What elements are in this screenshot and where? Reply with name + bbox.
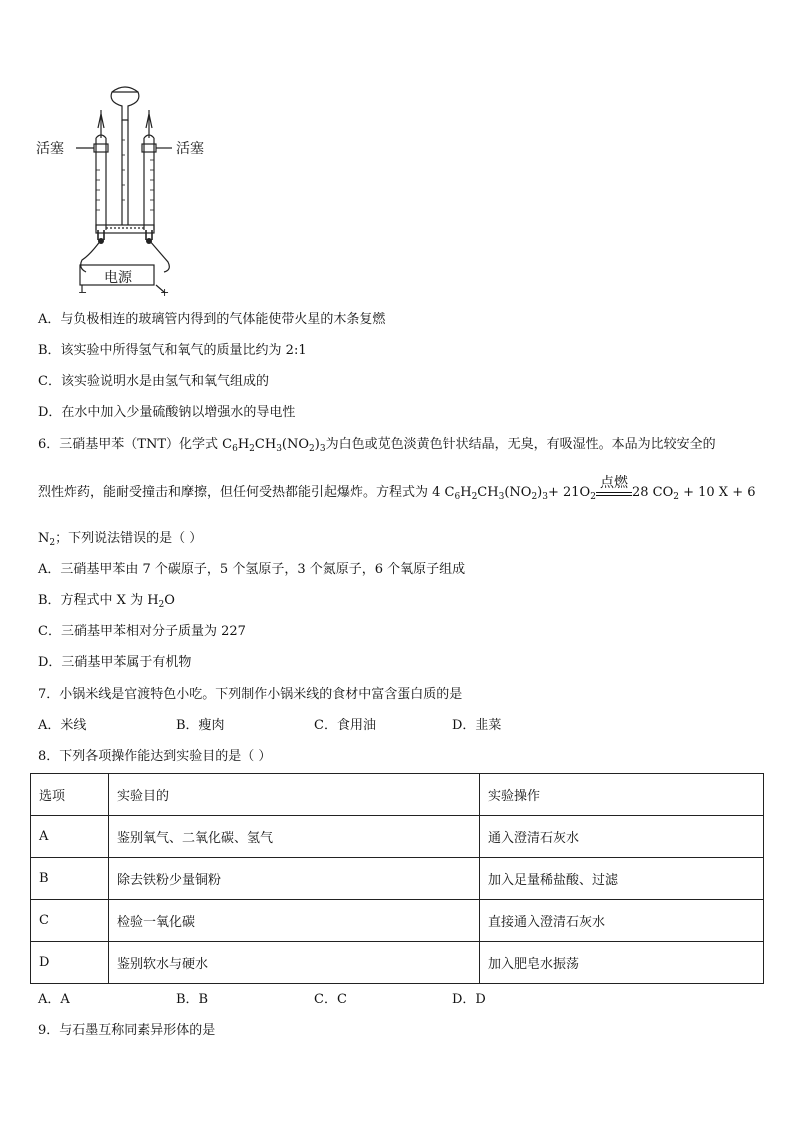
row-operation: 通入澄清石灰水	[480, 816, 764, 858]
q6-stem-line3: $N_2$；下列说法错误的是（ ）	[38, 531, 203, 548]
row-operation: 加入肥皂水振荡	[480, 942, 764, 984]
table-row	[31, 816, 764, 858]
q5-option-a: A．与负极相连的玻璃管内得到的气体能使带火星的木条复燃	[38, 312, 386, 327]
row-operation: 直接通入澄清石灰水	[480, 900, 764, 942]
left-stopcock-label: 活塞	[36, 141, 64, 157]
q6-stem-line1: 6．三硝基甲苯（TNT）化学式 $C_6H_2CH_3(NO_2)_3$为白色或苋色淡黄色针状结晶，无臭，有吸湿性。本品为比较安全的	[38, 437, 716, 454]
q9-stem: 9．与石墨互称同素异形体的是	[38, 1023, 216, 1038]
q6-stem-line2: 烈性炸药，能耐受撞击和摩擦，但任何受热都能引起爆炸。方程式为 4 $C_6H_2CH_3(NO_2)_3+ 21O_2$ 点燃 28 $CO_2 + 10$ X + 6	[38, 475, 756, 502]
q8-option-c: C．C	[314, 992, 347, 1007]
q7-stem: 7．小锅米线是官渡特色小吃。下列制作小锅米线的食材中富含蛋白质的是	[38, 687, 463, 702]
q8-option-b: B．B	[176, 992, 209, 1007]
row-purpose: 检验一氧化碳	[109, 900, 480, 942]
header-operation: 实验操作	[480, 774, 764, 816]
electrolysis-apparatus-figure	[30, 80, 220, 305]
q5-option-b: B．该实验中所得氢气和氧气的质量比约为 2:1	[38, 343, 307, 358]
row-purpose: 鉴别氧气、二氧化碳、氢气	[109, 816, 480, 858]
header-purpose: 实验目的	[109, 774, 480, 816]
table-header-row	[31, 774, 764, 816]
q8-stem: 8．下列各项操作能达到实验目的是（ ）	[38, 749, 272, 764]
q6-option-a: A．三硝基甲苯由 7 个碳原子，5 个氢原子，3 个氮原子，6 个氧原子组成	[38, 562, 466, 577]
q8-table	[30, 773, 764, 984]
table-row	[31, 858, 764, 900]
q7-option-c: C．食用油	[314, 718, 376, 733]
row-option: C	[31, 900, 109, 942]
q5-option-c: C．该实验说明水是由氢气和氧气组成的	[38, 374, 269, 389]
row-option: A	[31, 816, 109, 858]
table-row	[31, 900, 764, 942]
right-stopcock-label: 活塞	[176, 141, 204, 157]
row-purpose: 鉴别软水与硬水	[109, 942, 480, 984]
minus-terminal-label: −	[78, 286, 88, 299]
power-label: 电源	[104, 270, 132, 286]
q8-option-d: D．D	[452, 992, 486, 1007]
q7-option-a: A．米线	[38, 718, 87, 733]
q5-option-d: D．在水中加入少量硫酸钠以增强水的导电性	[38, 405, 296, 420]
plus-terminal-label: +	[160, 286, 170, 299]
row-option: B	[31, 858, 109, 900]
header-option: 选项	[31, 774, 109, 816]
q6-option-d: D．三硝基甲苯属于有机物	[38, 655, 192, 670]
q6-option-c: C．三硝基甲苯相对分子质量为 227	[38, 624, 246, 639]
q6-option-b: B．方程式中 X 为 $H_2O$	[38, 593, 175, 610]
row-option: D	[31, 942, 109, 984]
q8-option-a: A．A	[38, 992, 70, 1007]
row-operation: 加入足量稀盐酸、过滤	[480, 858, 764, 900]
q7-option-b: B．瘦肉	[176, 718, 225, 733]
row-purpose: 除去铁粉少量铜粉	[109, 858, 480, 900]
q7-option-d: D．韭菜	[452, 718, 502, 733]
table-row	[31, 942, 764, 984]
